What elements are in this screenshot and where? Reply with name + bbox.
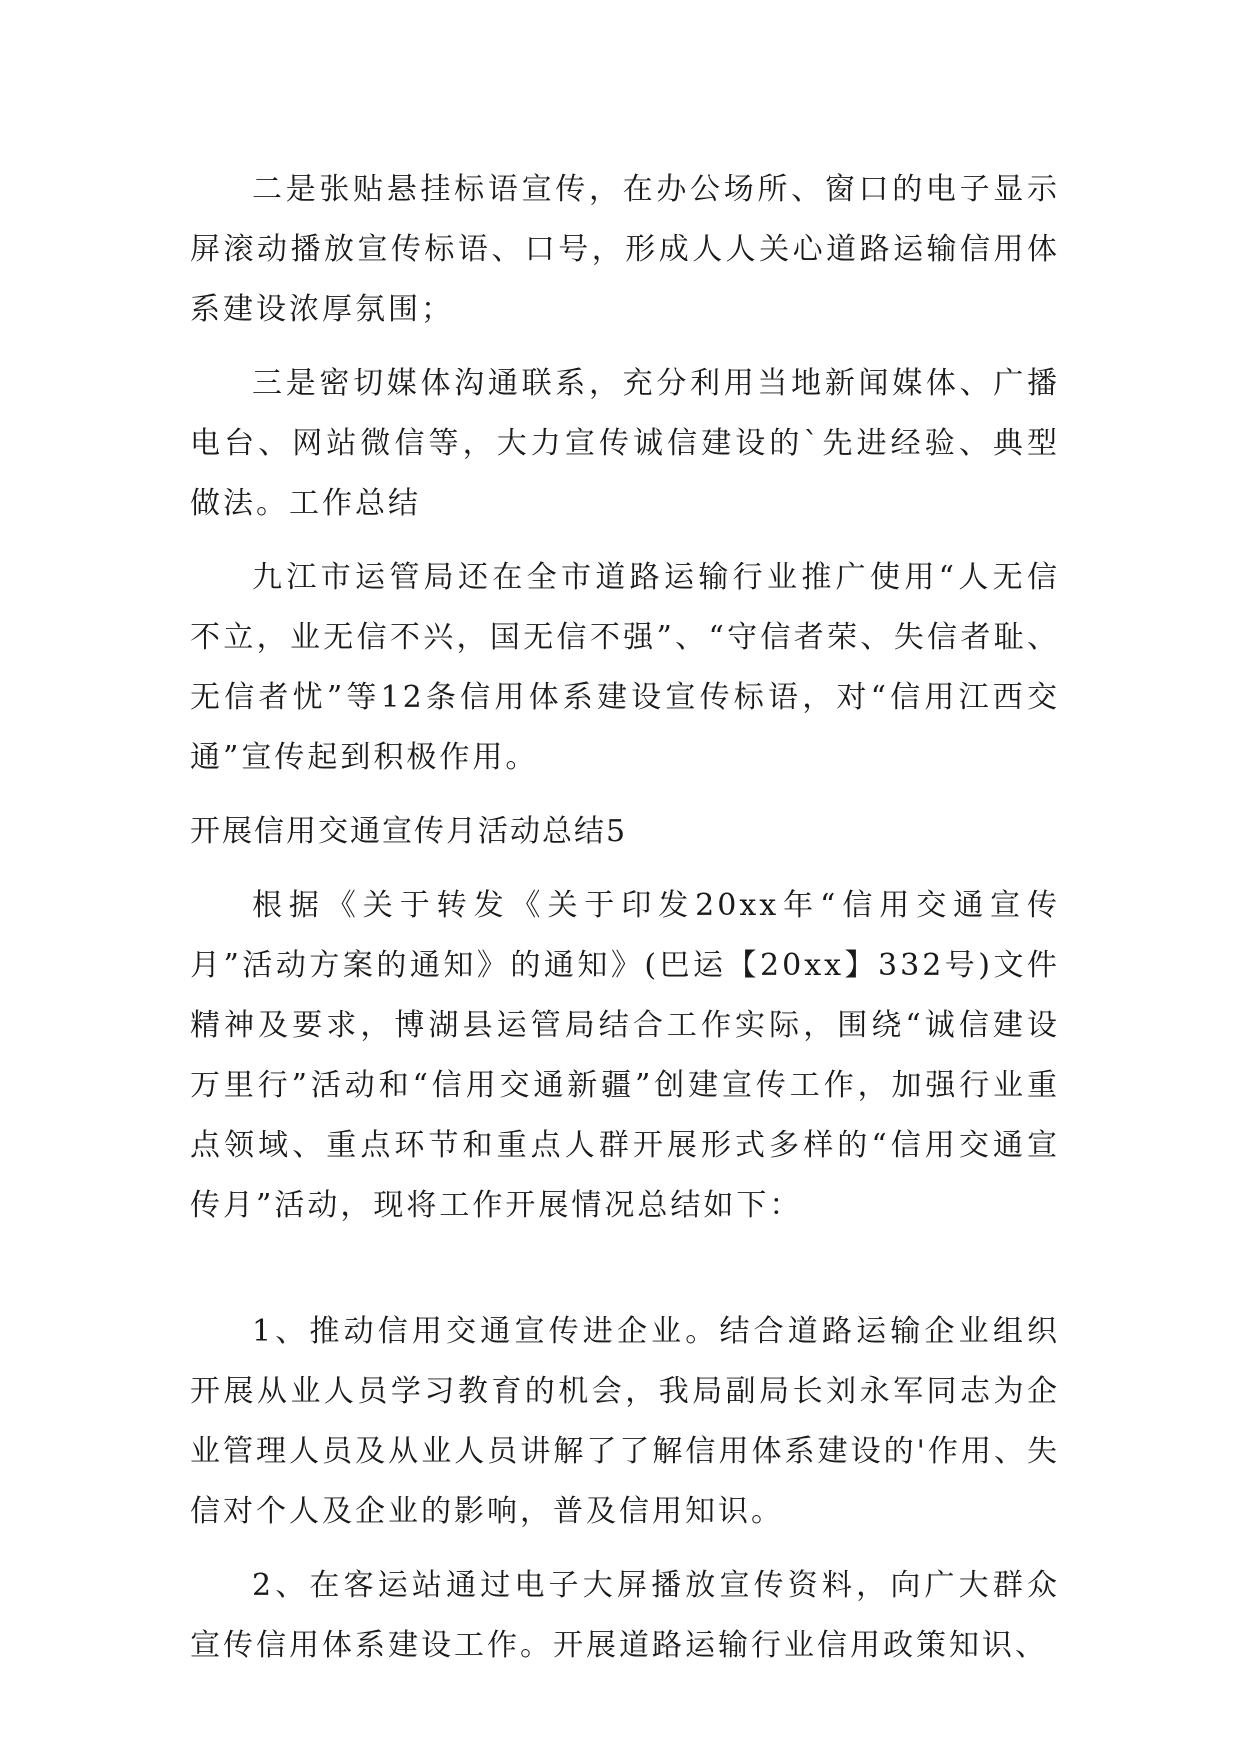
document-body [190,160,1060,1690]
paragraph-media-contact: 三是密切媒体沟通联系，充分利用当地新闻媒体、广播电台、网站微信等，大力宣传诚信建设的`先进经验、典型做法。工作总结 [190,366,1060,521]
section-heading: 开展信用交通宣传月活动总结5 [190,814,628,849]
paragraph-slogan-promotion: 二是张贴悬挂标语宣传，在办公场所、窗口的电子显示屏滚动播放宣传标语、口号，形成人人关心道路运输信用体系建设浓厚氛围； [190,172,1060,327]
paragraph-jiujiang-slogans: 九江市运管局还在全市道路运输行业推广使用“人无信不立，业无信不兴，国无信不强”、“守信者荣、失信者耻、无信者忧”等12条信用体系建设宣传标语，对“信用江西交通”宣传起到积极作用。 [190,560,1060,775]
paragraph-section-intro: 根据《关于转发《关于印发20xx年“信用交通宣传月”活动方案的通知》的通知》(巴运【20xx】332号)文件精神及要求，博湖县运管局结合工作实际，围绕“诚信建设万里行”活动和“信用交通新疆”创建宣传工作，加强行业重点领域、重点环节和重点人群开展形式多样的“信用交通宣传月”活动，现将工作开展情况总结如下： [190,888,1060,1223]
blank-spacer [190,1250,1060,1302]
list-item-bus-station: 2、在客运站通过电子大屏播放宣传资料，向广大群众宣传信用体系建设工作。开展道路运输行业信用政策知识、 [190,1568,1060,1663]
list-item-enterprise: 1、推动信用交通宣传进企业。结合道路运输企业组织开展从业人员学习教育的机会，我局副局长刘永军同志为企业管理人员及从业人员讲解了了解信用体系建设的'作用、失信对个人及企业的影响，普及信用知识。 [190,1314,1060,1529]
